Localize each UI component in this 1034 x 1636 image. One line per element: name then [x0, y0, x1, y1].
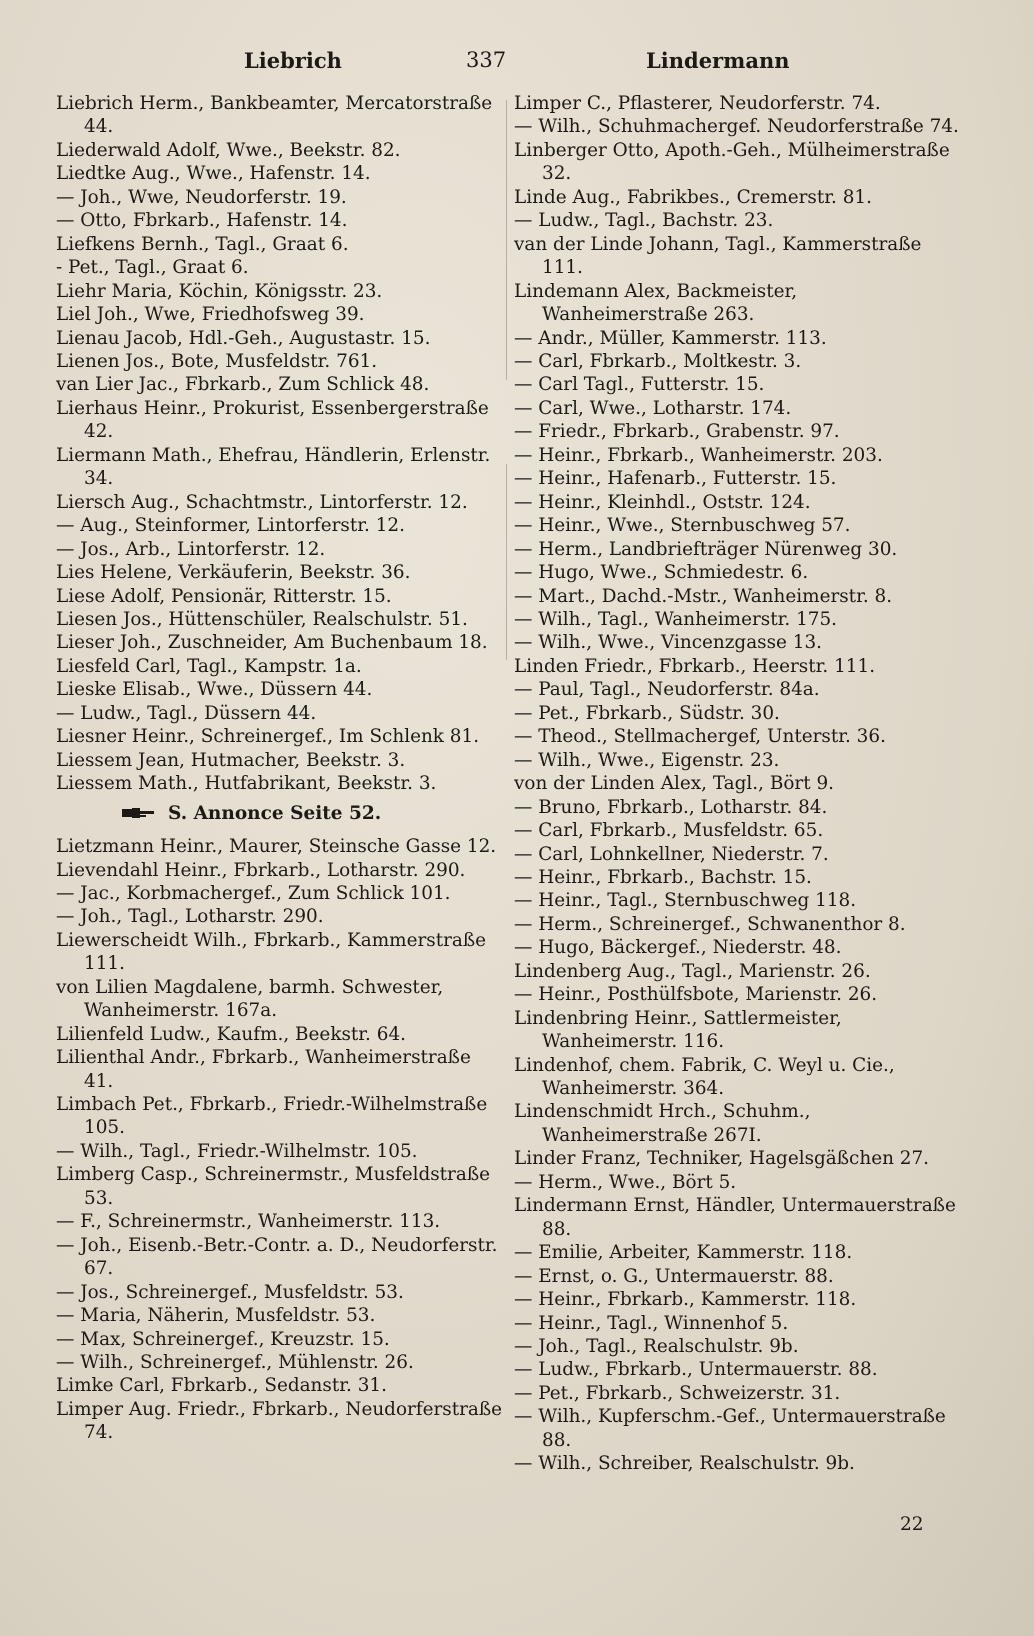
directory-entry: — Jac., Korbmachergef., Zum Schlick 101. [56, 882, 451, 904]
header-left-keyword: Liebrich [244, 48, 342, 73]
directory-entry: — Maria, Näherin, Musfeldstr. 53. [56, 1305, 376, 1327]
directory-entry: Linde Aug., Fabrikbes., Cremerstr. 81. [514, 186, 872, 208]
directory-entry: — Wilh., Schreinergef., Mühlenstr. 26. [56, 1352, 414, 1374]
directory-entry: — Aug., Steinformer, Lintorferstr. 12. [56, 515, 405, 537]
directory-entry: — Friedr., Fbrkarb., Grabenstr. 97. [514, 421, 840, 443]
column-divider [506, 100, 507, 1500]
left-column [56, 92, 504, 1445]
directory-entry: - Pet., Tagl., Graat 6. [56, 257, 249, 279]
directory-entry: — Hugo, Wwe., Schmiedestr. 6. [514, 562, 809, 584]
directory-entry: Lindenbring Heinr., Sattlermeister, Wanheimerstr. 116. [514, 1007, 842, 1053]
directory-entry: von der Linden Alex, Tagl., Bört 9. [514, 773, 834, 795]
directory-entry: Liel Joh., Wwe, Friedhofsweg 39. [56, 304, 365, 326]
directory-entry: — Joh., Tagl., Lotharstr. 290. [56, 906, 324, 928]
directory-entry: — Ludw., Tagl., Düssern 44. [56, 702, 317, 724]
directory-entry: — Joh., Wwe, Neudorferstr. 19. [56, 186, 347, 208]
directory-entry: — Wilh., Wwe., Vincenzgasse 13. [514, 632, 823, 654]
directory-entry: — Ludw., Fbrkarb., Untermauerstr. 88. [514, 1359, 878, 1381]
directory-entry: — Joh., Eisenb.-Betr.-Contr. a. D., Neudorferstr. 67. [56, 1234, 498, 1280]
directory-entry: — Theod., Stellmachergef, Unterstr. 36. [514, 726, 886, 748]
directory-entry: — Joh., Tagl., Realschulstr. 9b. [514, 1336, 799, 1358]
directory-entry: — Bruno, Fbrkarb., Lotharstr. 84. [514, 796, 828, 818]
directory-entry: — Paul, Tagl., Neudorferstr. 84a. [514, 679, 820, 701]
directory-entry: Lies Helene, Verkäuferin, Beekstr. 36. [56, 562, 411, 584]
directory-entry: Lievendahl Heinr., Fbrkarb., Lotharstr. 290. [56, 859, 466, 881]
directory-entry: — Heinr., Fbrkarb., Wanheimerstr. 203. [514, 444, 883, 466]
directory-entry: — Herm., Schreinergef., Schwanenthor 8. [514, 913, 906, 935]
directory-entry: — Heinr., Tagl., Winnenhof 5. [514, 1312, 789, 1334]
directory-entry: — F., Schreinermstr., Wanheimerstr. 113. [56, 1211, 441, 1233]
directory-entry: — Herm., Wwe., Bört 5. [514, 1171, 737, 1193]
directory-entry: — Wilh., Kupferschm.-Gef., Untermauerstraße 88. [514, 1406, 946, 1451]
directory-entry: Lilienthal Andr., Fbrkarb., Wanheimerstraße 41. [56, 1047, 471, 1092]
directory-entry: Lindenschmidt Hrch., Schuhm., Wanheimerstraße 267I. [514, 1101, 811, 1146]
directory-entry: — Carl, Fbrkarb., Musfeldstr. 65. [514, 820, 824, 842]
directory-entry: Lindemann Alex, Backmeister, Wanheimerstraße 263. [514, 280, 798, 326]
directory-entry: Lindermann Ernst, Händler, Untermauerstraße 88. [514, 1195, 956, 1240]
directory-entry: — Carl, Lohnkellner, Niederstr. 7. [514, 843, 829, 865]
directory-entry: — Jos., Schreinergef., Musfeldstr. 53. [56, 1281, 404, 1303]
directory-entry: Liersch Aug., Schachtmstr., Lintorferstr. 12. [56, 491, 468, 513]
directory-entry: Linder Franz, Techniker, Hagelsgäßchen 27. [514, 1148, 930, 1170]
directory-entry: Liese Adolf, Pensionär, Ritterstr. 15. [56, 585, 392, 607]
directory-entry: Limper Aug. Friedr., Fbrkarb., Neudorferstraße 74. [56, 1398, 503, 1444]
directory-entry: van der Linde Johann, Tagl., Kammerstraße 111. [514, 233, 922, 279]
directory-entry: — Heinr., Wwe., Sternbuschweg 57. [514, 515, 851, 537]
signature-mark: 22 [900, 1514, 924, 1535]
directory-entry: Lierhaus Heinr., Prokurist, Essenbergerstraße 42. [56, 397, 489, 443]
annonce-note [56, 802, 504, 825]
directory-entry: — Wilh., Tagl., Wanheimerstr. 175. [514, 608, 838, 630]
directory-entry: — Ernst, o. G., Untermauerstr. 88. [514, 1265, 834, 1287]
directory-entry: Liefkens Bernh., Tagl., Graat 6. [56, 233, 349, 255]
directory-entry: Limke Carl, Fbrkarb., Sedanstr. 31. [56, 1375, 387, 1397]
directory-entry: — Pet., Fbrkarb., Südstr. 30. [514, 702, 780, 724]
directory-entry: — Max, Schreinergef., Kreuzstr. 15. [56, 1328, 390, 1350]
directory-entry: Linden Friedr., Fbrkarb., Heerstr. 111. [514, 655, 876, 677]
right-entry-list [514, 92, 960, 1476]
directory-entry: — Wilh., Schuhmachergef. Neudorferstraße 74. [514, 116, 959, 138]
directory-entry: Liessem Jean, Hutmacher, Beekstr. 3. [56, 749, 406, 771]
directory-entry: Lieske Elisab., Wwe., Düssern 44. [56, 679, 373, 701]
directory-entry: Lieser Joh., Zuschneider, Am Buchenbaum 18. [56, 632, 488, 654]
directory-entry: Linberger Otto, Apoth.-Geh., Mülheimerstraße 32. [514, 139, 950, 185]
directory-entry: Liedtke Aug., Wwe., Hafenstr. 14. [56, 163, 371, 185]
directory-entry: — Heinr., Fbrkarb., Kammerstr. 118. [514, 1289, 857, 1311]
directory-entry: — Heinr., Kleinhdl., Oststr. 124. [514, 491, 811, 513]
directory-entry: Liewerscheidt Wilh., Fbrkarb., Kammerstraße 111. [56, 929, 487, 975]
directory-entry: Limberg Casp., Schreinermstr., Musfeldstraße 53. [56, 1164, 490, 1209]
directory-entry: — Heinr., Posthülfsbote, Marienstr. 26. [514, 984, 878, 1006]
directory-entry: — Carl Tagl., Futterstr. 15. [514, 374, 765, 396]
pointing-hand-icon [122, 806, 156, 820]
directory-entry: — Wilh., Schreiber, Realschulstr. 9b. [514, 1453, 855, 1475]
directory-entry: Liederwald Adolf, Wwe., Beekstr. 82. [56, 139, 401, 161]
directory-entry: Limbach Pet., Fbrkarb., Friedr.-Wilhelmstraße 105. [56, 1094, 488, 1139]
directory-entry: Liesner Heinr., Schreinergef., Im Schlenk 81. [56, 726, 480, 748]
directory-entry: van Lier Jac., Fbrkarb., Zum Schlick 48. [56, 374, 430, 396]
directory-entry: — Jos., Arb., Lintorferstr. 12. [56, 538, 326, 560]
directory-entry: — Heinr., Hafenarb., Futterstr. 15. [514, 468, 837, 490]
directory-entry: — Pet., Fbrkarb., Schweizerstr. 31. [514, 1382, 841, 1404]
directory-entry: — Carl, Wwe., Lotharstr. 174. [514, 397, 792, 419]
annonce-text: S. Annonce Seite 52. [168, 802, 382, 824]
directory-entry: — Wilh., Tagl., Friedr.-Wilhelmstr. 105. [56, 1140, 418, 1162]
directory-entry: Liesen Jos., Hüttenschüler, Realschulstr. 51. [56, 608, 468, 630]
right-column [514, 92, 960, 1476]
directory-entry: — Heinr., Fbrkarb., Bachstr. 15. [514, 866, 812, 888]
directory-entry: — Heinr., Tagl., Sternbuschweg 118. [514, 890, 857, 912]
directory-entry: — Emilie, Arbeiter, Kammerstr. 118. [514, 1242, 853, 1264]
directory-entry: — Ludw., Tagl., Bachstr. 23. [514, 210, 774, 232]
directory-entry: Lienau Jacob, Hdl.-Geh., Augustastr. 15. [56, 327, 431, 349]
directory-entry: Liebrich Herm., Bankbeamter, Mercatorstraße 44. [56, 93, 493, 138]
directory-entry: — Carl, Fbrkarb., Moltkestr. 3. [514, 350, 802, 372]
directory-entry: — Wilh., Wwe., Eigenstr. 23. [514, 749, 780, 771]
directory-entry: — Andr., Müller, Kammerstr. 113. [514, 327, 827, 349]
directory-entry: Liehr Maria, Köchin, Königsstr. 23. [56, 280, 383, 302]
directory-entry: — Otto, Fbrkarb., Hafenstr. 14. [56, 210, 348, 232]
left-entry-list [56, 92, 504, 796]
directory-entry: Lindenhof, chem. Fabrik, C. Weyl u. Cie., Wanheimerstr. 364. [514, 1054, 895, 1100]
directory-entry: — Mart., Dachd.-Mstr., Wanheimerstr. 8. [514, 585, 893, 607]
directory-entry: Lienen Jos., Bote, Musfeldstr. 761. [56, 350, 378, 372]
directory-entry: Liesfeld Carl, Tagl., Kampstr. 1a. [56, 655, 362, 677]
page-number: 337 [466, 48, 507, 72]
directory-entry: Limper C., Pflasterer, Neudorferstr. 74. [514, 93, 881, 114]
header-right-keyword: Lindermann [646, 48, 790, 73]
directory-entry: Liermann Math., Ehefrau, Händlerin, Erlenstr. 34. [56, 444, 491, 490]
directory-entry: von Lilien Magdalene, barmh. Schwester, Wanheimerstr. 167a. [56, 976, 444, 1022]
directory-entry: Lietzmann Heinr., Maurer, Steinsche Gasse 12. [56, 836, 497, 858]
left-entry-list-2 [56, 835, 504, 1445]
directory-entry: — Herm., Landbriefträger Nürenweg 30. [514, 538, 898, 560]
directory-entry: — Hugo, Bäckergef., Niederstr. 48. [514, 937, 842, 959]
directory-entry: Lilienfeld Ludw., Kaufm., Beekstr. 64. [56, 1023, 406, 1045]
directory-entry: Liessem Math., Hutfabrikant, Beekstr. 3. [56, 773, 437, 795]
directory-entry: Lindenberg Aug., Tagl., Marienstr. 26. [514, 960, 871, 982]
page-header [56, 42, 954, 82]
